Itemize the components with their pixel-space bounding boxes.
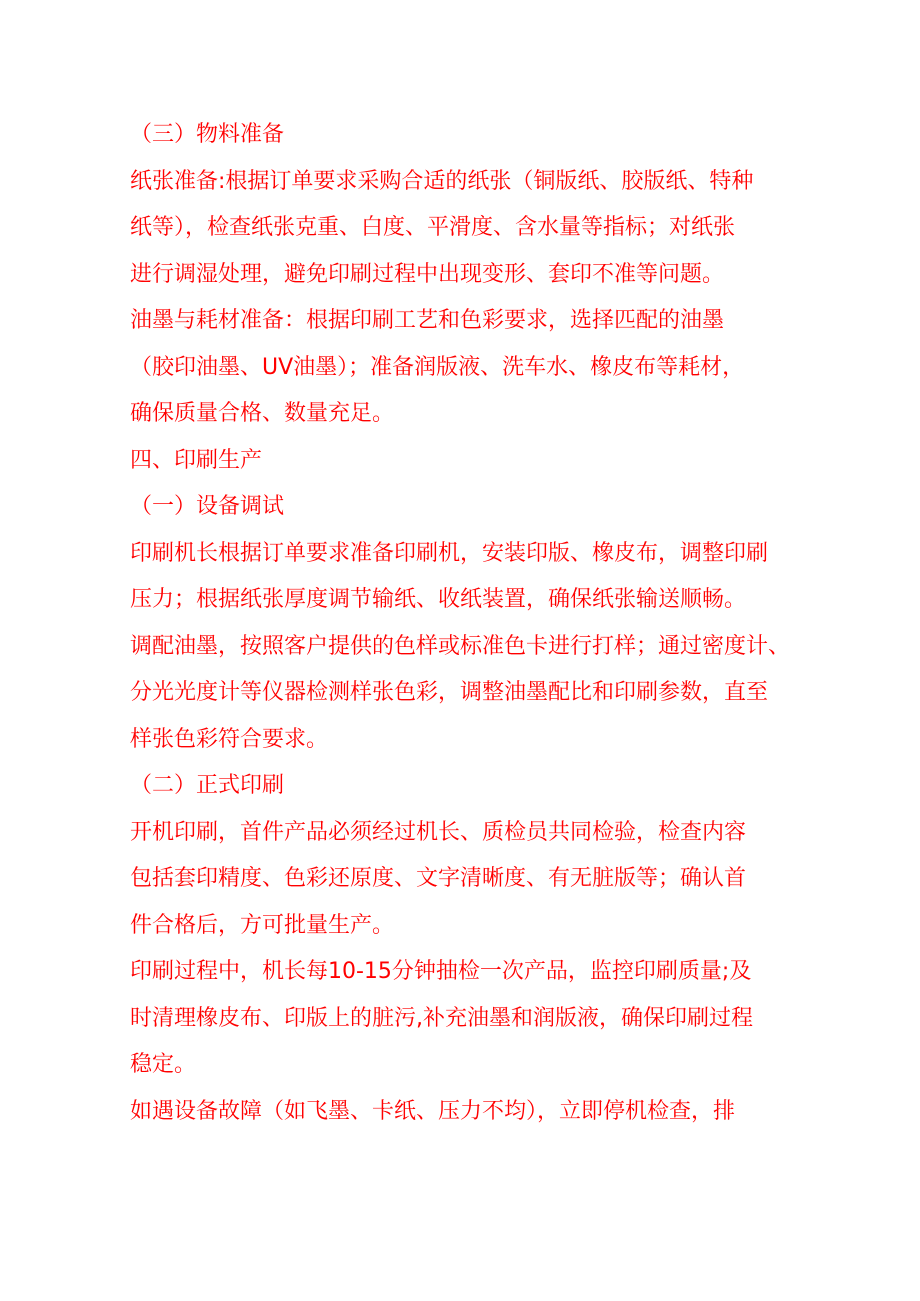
- paragraph-line: 印刷机长根据订单要求准备印刷机，安装印版、橡皮布，调整印刷: [130, 540, 769, 566]
- paragraph-line: 进行调湿处理，避免印刷过程中出现变形、套印不准等问题。: [130, 261, 725, 287]
- paragraph-line: （胶印油墨、UV油墨）；准备润版液、洗车水、橡皮布等耗材，: [130, 354, 745, 380]
- paragraph-line: 件合格后，方可批量生产。: [130, 912, 395, 938]
- subsection-heading-production: （二）正式印刷: [130, 773, 285, 798]
- paragraph-line: 压力；根据纸张厚度调节输纸、收纸装置，确保纸张输送顺畅。: [130, 587, 747, 612]
- section-heading-printing: 四、印刷生产: [130, 447, 263, 473]
- subsection-heading-setup: （一）设备调试: [130, 494, 285, 519]
- paragraph-line: 时清理橡皮布、印版上的脏污,补充油墨和润版液，确保印刷过程: [130, 1005, 753, 1031]
- paragraph-line: 如遇设备故障（如飞墨、卡纸、压力不均），立即停机检查，排: [130, 1098, 736, 1124]
- paragraph-line: 调配油墨，按照客户提供的色样或标准色卡进行打样；通过密度计、: [130, 633, 791, 659]
- paragraph-line: 纸等），检查纸张克重、白度、平滑度、含水量等指标；对纸张: [130, 215, 736, 240]
- paragraph-line: 样张色彩符合要求。: [130, 726, 329, 752]
- document-body: [130, 112, 800, 1135]
- paragraph-line: 分光光度计等仪器检测样张色彩，调整油墨配比和印刷参数，直至: [130, 680, 769, 705]
- paragraph-line: 稳定。: [130, 1052, 197, 1077]
- paragraph-line: 纸张准备:根据订单要求采购合适的纸张（铜版纸、胶版纸、特种: [130, 168, 754, 194]
- paragraph-line: 开机印刷，首件产品必须经过机长、质检员共同检验，检查内容: [130, 819, 747, 845]
- paragraph-line: 包括套印精度、色彩还原度、文字清晰度、有无脏版等；确认首: [130, 866, 747, 891]
- paragraph-line: 印刷过程中，机长每10-15分钟抽检一次产品，监控印刷质量;及: [130, 959, 752, 984]
- paragraph-line: 油墨与耗材准备：根据印刷工艺和色彩要求，选择匹配的油墨: [130, 308, 725, 333]
- paragraph-line: 确保质量合格、数量充足。: [130, 401, 395, 426]
- subsection-heading-materials: （三）物料准备: [130, 122, 285, 147]
